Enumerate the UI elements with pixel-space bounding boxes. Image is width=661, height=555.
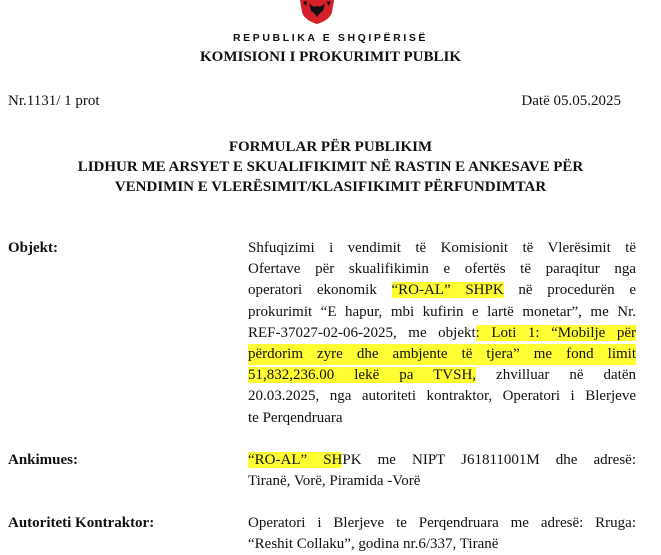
objekt-label: Objekt: xyxy=(8,240,58,256)
objekt-text-part: operatori ekonomik xyxy=(248,282,392,299)
highlighted-fund: 51,832,236.00 lekë pa TVSH, xyxy=(248,367,477,384)
protocol-number: Nr.1131/ 1 prot xyxy=(8,93,100,109)
highlighted-lot: : Loti 1: “Mobilje për xyxy=(475,324,637,341)
objekt-line: te Perqendruara xyxy=(248,409,343,426)
autoriteti-label: Autoriteti Kontraktor: xyxy=(8,515,155,531)
form-title xyxy=(0,137,661,197)
objekt-line: 20.03.2025, nga autoriteti kontraktor, Operatori i Blerjeve xyxy=(248,388,636,405)
emblem-icon xyxy=(297,0,337,24)
objekt-line xyxy=(248,280,636,301)
objekt-line xyxy=(248,323,636,344)
form-title-line-1: FORMULAR PËR PUBLIKIM xyxy=(228,139,433,155)
form-title-line-2: LIDHUR ME ARSYET E SKUALIFIKIMIT NË RASTIN E ANKESAVE PËR xyxy=(77,159,584,175)
objekt-text xyxy=(248,238,636,429)
autoriteti-line: “Reshit Collaku”, godina nr.6/337, Tiranë xyxy=(248,536,499,553)
objekt-line: Shfuqizimi i vendimit të Komisionit të Vlerësimit të xyxy=(248,240,636,256)
objekt-text-part: në procedurën e xyxy=(503,282,637,299)
document-date: Datë 05.05.2025 xyxy=(521,93,621,109)
form-title-line-3: VENDIMIN E VLERËSIMIT/KLASIFIKIMIT PËRFUNDIMTAR xyxy=(114,179,547,195)
objekt-line xyxy=(248,365,636,386)
objekt-line: Ofertave për skualifikimin e ofertës të paraqitur nga xyxy=(248,261,636,278)
ankimues-line: Tiranë, Vorë, Piramida -Vorë xyxy=(248,473,421,490)
highlighted-lot-description: përdorim zyre dhe ambjente të tjera” me fond limit xyxy=(248,344,636,365)
autoriteti-line: Operatori i Blerjeve te Perqendruara me adresë: Rruga: xyxy=(248,515,636,531)
ankimues-label: Ankimues: xyxy=(8,452,79,468)
highlighted-complainant: “RO-AL” SH xyxy=(248,452,343,468)
ankimues-text xyxy=(248,450,636,492)
objekt-text-part: zhvilluar në datën xyxy=(476,367,636,384)
autoriteti-text xyxy=(248,513,636,555)
ankimues-line xyxy=(248,450,636,471)
ankimues-text-part: PK me NIPT J61811001M dhe adresë: xyxy=(342,452,637,468)
objekt-text-part: REF-37027-02-06-2025, me objekt xyxy=(248,324,476,341)
commission-header: KOMISIONI I PROKURIMIT PUBLIK xyxy=(199,49,461,65)
highlighted-operator: “RO-AL” SHPK xyxy=(391,282,504,299)
objekt-line: prokurimit “E hapur, mbi kufirin e lartë monetar”, me Nr. xyxy=(248,303,636,320)
republic-header: REPUBLIKA E SHQIPËRISË xyxy=(232,32,429,44)
